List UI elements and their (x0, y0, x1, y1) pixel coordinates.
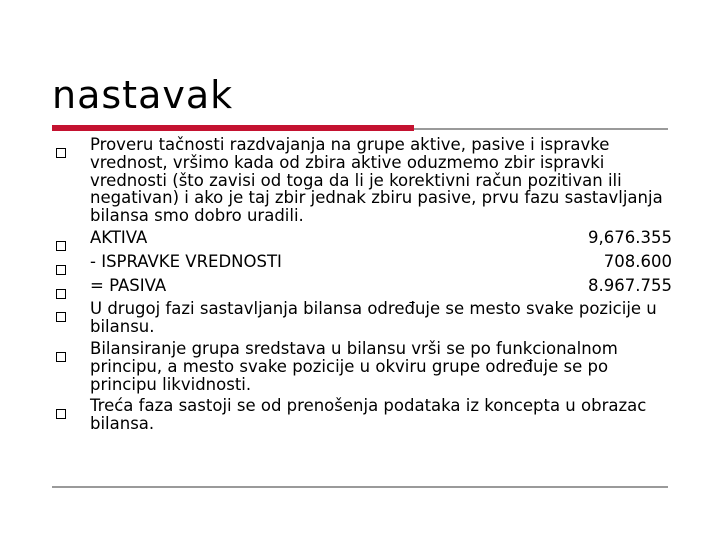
hollow-square-bullet-icon (56, 409, 66, 419)
row-label: - ISPRAVKE VREDNOSTI (90, 251, 282, 271)
title-accent-bar (52, 125, 414, 131)
bullet-text: Treća faza sastoji se od prenošenja podataka iz koncepta u obrazac bilansa. (90, 396, 647, 434)
hollow-square-bullet-icon (56, 312, 66, 322)
slide-title: nastavak (52, 73, 234, 117)
row-value: 708.600 (603, 251, 672, 271)
list-item (52, 300, 672, 336)
list-item (52, 229, 672, 247)
list-item (52, 397, 672, 433)
row-label: = PASIVA (90, 275, 167, 295)
list-item (52, 136, 672, 225)
hollow-square-bullet-icon (56, 352, 66, 362)
hollow-square-bullet-icon (56, 148, 66, 158)
row-value: 8.967.755 (588, 275, 672, 295)
list-item (52, 340, 672, 393)
bullet-list (52, 136, 672, 433)
list-item (52, 277, 672, 295)
hollow-square-bullet-icon (56, 265, 66, 275)
list-item (52, 253, 672, 271)
hollow-square-bullet-icon (56, 241, 66, 251)
row-value: 9,676.355 (588, 227, 672, 247)
row-label: AKTIVA (90, 227, 148, 247)
bullet-text: Bilansiranje grupa sredstava u bilansu vrši se po funkcionalnom principu, a mesto svake pozicije u okviru grupe određuje se po principu likvidnosti. (90, 338, 618, 394)
bullet-text: Proveru tačnosti razdvajanja na grupe aktive, pasive i ispravke vrednost, vršimo kada od zbira aktive oduzmemo zbir ispravki vrednosti (što zavisi od toga da li je korektivni račun pozitivan ili negativan) i ako je taj zbir jednak zbiru pasive, prvu fazu sastavljanja bilansa smo dobro uradili. (90, 135, 663, 226)
bottom-divider (52, 486, 668, 488)
bullet-text: U drugoj fazi sastavljanja bilansa određuje se mesto svake pozicije u bilansu. (90, 299, 657, 337)
title-divider (414, 128, 668, 130)
hollow-square-bullet-icon (56, 289, 66, 299)
